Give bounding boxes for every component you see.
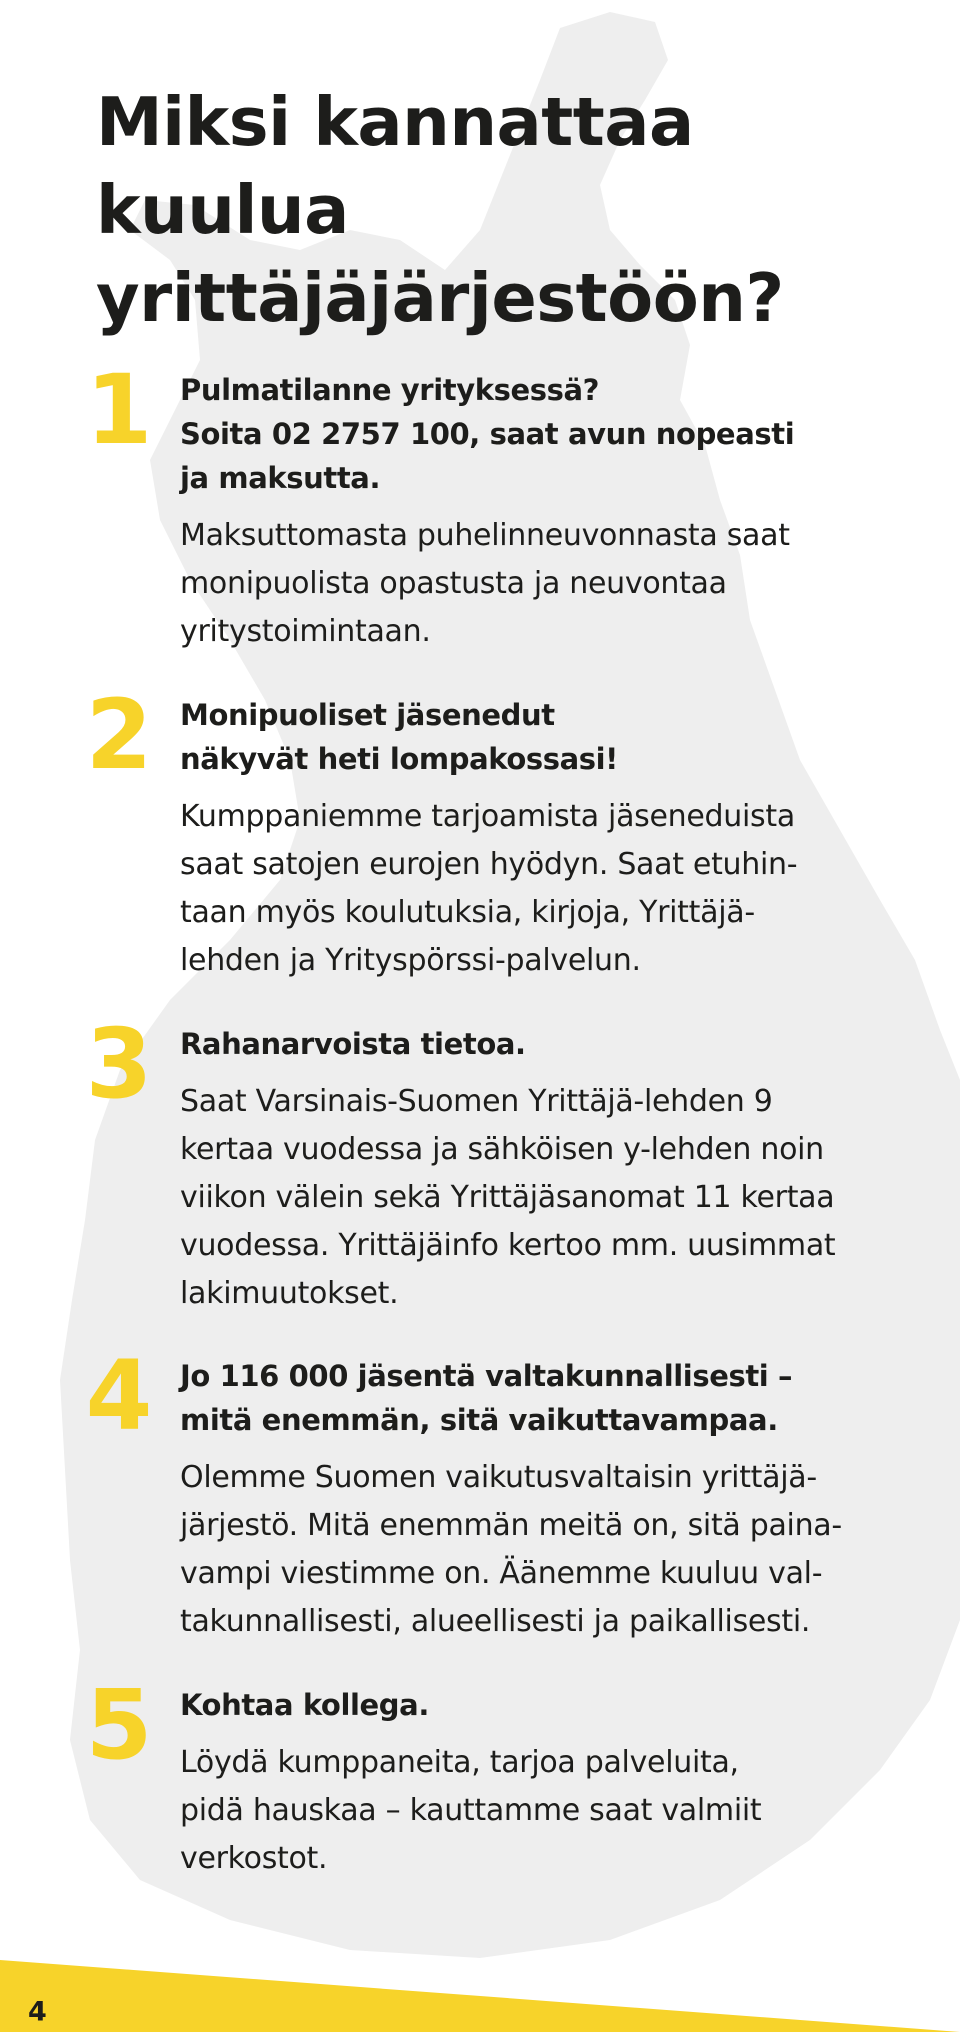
body-line: vampi viestimme on. Äänemme kuuluu val- <box>180 1556 823 1591</box>
body-line: taan myös koulutuksia, kirjoja, Yrittäjä- <box>180 895 755 930</box>
body-line: viikon välein sekä Yrittäjäsanomat 11 kertaa <box>180 1180 835 1215</box>
benefit-body <box>180 1078 920 1318</box>
heading-line: Monipuoliset jäsenedut <box>180 698 555 732</box>
heading-line: Rahanarvoista tietoa. <box>180 1027 526 1061</box>
body-line: Löydä kumppaneita, tarjoa palveluita, <box>180 1745 739 1780</box>
benefit-heading <box>180 1683 920 1727</box>
benefit-body <box>180 1454 920 1646</box>
benefit-body <box>180 1739 920 1883</box>
heading-line: Soita 02 2757 100, saat avun nopeasti <box>180 417 795 451</box>
body-line: yritystoimintaan. <box>180 614 431 649</box>
benefit-number: 3 <box>85 1008 153 1120</box>
body-line: takunnallisesti, alueellisesti ja paikallisesti. <box>180 1604 811 1639</box>
page-title <box>96 78 896 342</box>
body-line: lakimuutokset. <box>180 1276 399 1311</box>
body-line: pidä hauskaa – kauttamme saat valmiit <box>180 1793 762 1828</box>
benefit-number: 1 <box>85 354 153 466</box>
benefit-heading <box>180 693 920 781</box>
benefit-heading <box>180 1022 920 1066</box>
benefit-heading <box>180 1354 920 1442</box>
heading-line: näkyvät heti lompakossasi! <box>180 742 619 776</box>
benefit-body <box>180 793 920 985</box>
page-title-text: Miksi kannattaa kuulua yrittäjäjärjestöön? <box>96 83 784 337</box>
heading-line: Jo 116 000 jäsentä valtakunnallisesti – <box>180 1359 793 1393</box>
footer-band-shape <box>0 1960 960 2032</box>
benefit-number: 2 <box>85 679 153 791</box>
benefit-body <box>180 512 920 656</box>
body-line: verkostot. <box>180 1841 328 1876</box>
body-line: Maksuttomasta puhelinneuvonnasta saat <box>180 518 790 553</box>
body-line: saat satojen eurojen hyödyn. Saat etuhin- <box>180 847 798 882</box>
benefit-number: 4 <box>85 1340 153 1452</box>
body-line: monipuolista opastusta ja neuvontaa <box>180 566 727 601</box>
benefit-number: 5 <box>85 1669 153 1781</box>
body-line: Kumppaniemme tarjoamista jäseneduista <box>180 799 795 834</box>
heading-line: mitä enemmän, sitä vaikuttavampaa. <box>180 1403 778 1437</box>
body-line: järjestö. Mitä enemmän meitä on, sitä paina- <box>180 1508 842 1543</box>
page-number: 4 <box>28 1996 47 2028</box>
body-line: vuodessa. Yrittäjäinfo kertoo mm. uusimmat <box>180 1228 836 1263</box>
body-line: Olemme Suomen vaikutusvaltaisin yrittäjä- <box>180 1460 817 1495</box>
heading-line: Pulmatilanne yrityksessä? <box>180 373 600 407</box>
body-line: lehden ja Yrityspörssi-palvelun. <box>180 943 641 978</box>
benefit-heading <box>180 368 920 500</box>
footer-yellow-band <box>0 1960 960 2032</box>
body-line: kertaa vuodessa ja sähköisen y-lehden noin <box>180 1132 824 1167</box>
heading-line: ja maksutta. <box>180 461 381 495</box>
body-line: Saat Varsinais-Suomen Yrittäjä-lehden 9 <box>180 1084 773 1119</box>
heading-line: Kohtaa kollega. <box>180 1688 429 1722</box>
